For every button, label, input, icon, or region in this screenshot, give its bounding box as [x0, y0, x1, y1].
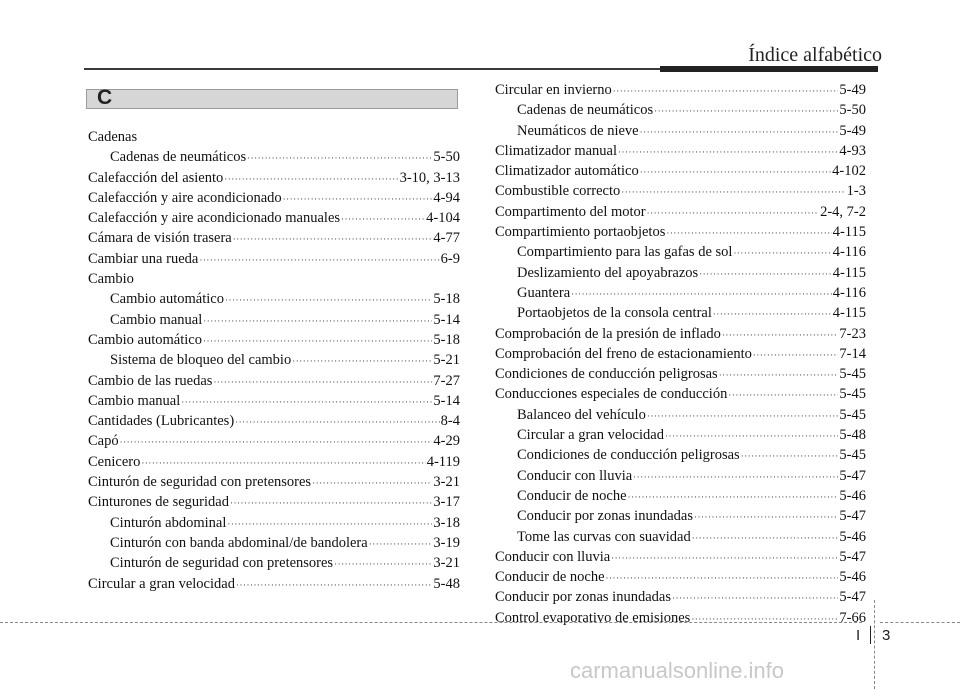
entry-term: Cinturones de seguridad: [88, 494, 229, 511]
entry-page-ref: 4-29: [433, 433, 460, 450]
dot-leader: [141, 453, 425, 473]
entry-term: Calefacción y aire acondicionado manuales: [88, 210, 341, 227]
index-entry: [495, 181, 866, 201]
entry-page-ref: 5-18: [433, 291, 460, 308]
dot-leader: [640, 162, 831, 182]
dot-leader: [672, 588, 838, 608]
entry-term: Conducir con lluvia: [517, 467, 633, 484]
index-entry: [495, 141, 866, 161]
entry-page-ref: 5-50: [433, 149, 460, 166]
entry-term: Cadenas de neumáticos: [110, 149, 247, 166]
entry-page-ref: 4-104: [426, 210, 460, 227]
dot-leader: [722, 325, 839, 345]
entry-page-ref: 4-102: [832, 163, 866, 180]
entry-page-ref: 5-45: [839, 406, 866, 423]
dot-leader: [713, 304, 832, 324]
entry-term: Cambio automático: [110, 291, 224, 308]
entry-page-ref: 8-4: [440, 413, 460, 430]
entry-page-ref: 7-23: [839, 325, 866, 342]
index-entry: [88, 269, 460, 289]
entry-page-ref: 4-93: [839, 142, 866, 159]
entry-term: Sistema de bloqueo del cambio: [110, 352, 292, 369]
dot-leader: [640, 122, 839, 142]
entry-term: Cinturón de seguridad con pretensores: [88, 474, 312, 491]
header-rule: [84, 68, 660, 70]
entry-term: Tome las curvas con suavidad: [517, 528, 691, 545]
entry-term: Climatizador manual: [495, 142, 618, 159]
dot-leader: [247, 148, 432, 168]
index-subentry: [495, 242, 866, 262]
entry-page-ref: 4-115: [832, 305, 866, 322]
dot-leader: [224, 169, 398, 189]
index-entry: [495, 202, 866, 222]
dot-leader: [694, 507, 838, 527]
entry-term: Compartimiento para las gafas de sol: [517, 244, 733, 261]
dot-leader: [741, 446, 839, 466]
entry-term: Guantera: [517, 284, 571, 301]
index-subentry: [495, 466, 866, 486]
index-subentry: [88, 310, 460, 330]
entry-page-ref: 2-4, 7-2: [820, 203, 866, 220]
entry-page-ref: 5-47: [839, 589, 866, 606]
index-entry: [88, 452, 460, 472]
entry-page-ref: 3-17: [433, 494, 460, 511]
dot-leader: [699, 264, 832, 284]
footer-separator: [870, 626, 871, 644]
dot-leader: [691, 609, 838, 629]
index-column-right: [495, 80, 866, 628]
dot-leader: [621, 182, 845, 202]
entry-page-ref: 5-46: [839, 569, 866, 586]
index-entry: [495, 222, 866, 242]
entry-term: Cantidades (Lubricantes): [88, 413, 235, 430]
entry-term: Circular a gran velocidad: [517, 427, 664, 444]
index-entry: [88, 574, 460, 594]
entry-page-ref: 5-45: [839, 366, 866, 383]
entry-page-ref: 5-45: [839, 447, 866, 464]
entry-page-ref: 7-66: [839, 609, 866, 626]
entry-page-ref: 3-19: [433, 534, 460, 551]
entry-term: Cambio de las ruedas: [88, 372, 213, 389]
entry-term: Calefacción y aire acondicionado: [88, 189, 282, 206]
dot-leader: [611, 548, 838, 568]
entry-page-ref: 5-49: [839, 122, 866, 139]
dot-leader: [606, 568, 839, 588]
entry-term: Cambio manual: [88, 392, 181, 409]
dot-leader: [312, 473, 432, 493]
entry-term: Cinturón abdominal: [110, 514, 227, 531]
index-entry: [88, 188, 460, 208]
index-subentry: [495, 405, 866, 425]
entry-page-ref: 6-9: [440, 250, 460, 267]
dot-leader: [233, 229, 433, 249]
footer-rule: [0, 622, 862, 623]
index-entry: [88, 431, 460, 451]
index-entry: [495, 344, 866, 364]
entry-term: Deslizamiento del apoyabrazos: [517, 264, 699, 281]
dot-leader: [227, 514, 432, 534]
dot-leader: [613, 81, 839, 101]
index-entry: [88, 472, 460, 492]
entry-term: Conducir con lluvia: [495, 548, 611, 565]
entry-page-ref: 4-115: [832, 264, 866, 281]
entry-page-ref: 5-14: [433, 392, 460, 409]
dot-leader: [283, 189, 433, 209]
dot-leader: [235, 412, 440, 432]
entry-page-ref: 5-47: [839, 548, 866, 565]
index-entry: [88, 168, 460, 188]
dot-leader: [225, 290, 432, 310]
entry-term: Condiciones de conducción peligrosas: [495, 366, 718, 383]
entry-term: Balanceo del vehículo: [517, 406, 646, 423]
footer-page-number: 3: [882, 627, 891, 644]
entry-page-ref: 5-45: [839, 386, 866, 403]
index-entry: [495, 608, 866, 628]
dot-leader: [213, 372, 432, 392]
entry-term: Conducciones especiales de conducción: [495, 386, 728, 403]
index-column-left: [88, 127, 460, 594]
index-entry: [88, 492, 460, 512]
dot-leader: [719, 365, 839, 385]
index-entry: [495, 587, 866, 607]
index-entry: [88, 391, 460, 411]
entry-page-ref: 3-21: [433, 555, 460, 572]
entry-term: Compartimiento portaobjetos: [495, 224, 666, 241]
index-subentry: [88, 553, 460, 573]
dot-leader: [236, 575, 432, 595]
dot-leader: [753, 345, 839, 365]
index-subentry: [495, 283, 866, 303]
dot-leader: [369, 534, 433, 554]
entry-term: Circular a gran velocidad: [88, 575, 235, 592]
index-subentry: [495, 425, 866, 445]
dot-leader: [666, 223, 831, 243]
section-heading-box: [86, 86, 458, 109]
index-subentry: [88, 289, 460, 309]
entry-page-ref: 5-14: [433, 311, 460, 328]
entry-term: Control evaporativo de emisiones: [495, 609, 691, 626]
entry-page-ref: 3-10, 3-13: [399, 169, 460, 186]
index-entry: [88, 330, 460, 350]
dot-leader: [571, 284, 832, 304]
entry-term: Conducir por zonas inundadas: [517, 508, 693, 525]
entry-term: Cadenas: [88, 129, 138, 145]
entry-term: Cadenas de neumáticos: [517, 102, 654, 119]
index-entry: [88, 127, 460, 147]
dot-leader: [203, 331, 432, 351]
watermark-text: carmanualsonline.info: [570, 658, 785, 683]
entry-page-ref: 4-77: [433, 230, 460, 247]
dot-leader: [665, 426, 838, 446]
entry-term: Conducir de noche: [517, 487, 627, 504]
section-letter: C: [97, 86, 113, 109]
entry-page-ref: 5-18: [433, 331, 460, 348]
index-entry: [495, 364, 866, 384]
index-subentry: [495, 303, 866, 323]
entry-page-ref: 4-116: [832, 244, 866, 261]
entry-page-ref: 5-49: [839, 82, 866, 98]
entry-page-ref: 5-50: [839, 102, 866, 119]
dot-leader: [692, 528, 839, 548]
dot-leader: [618, 142, 838, 162]
entry-page-ref: 7-27: [433, 372, 460, 389]
dot-leader: [647, 406, 839, 426]
index-entry: [495, 547, 866, 567]
footer-rule-right: [880, 622, 960, 623]
index-entry: [495, 567, 866, 587]
index-entry: [88, 208, 460, 228]
entry-page-ref: 4-116: [832, 284, 866, 301]
entry-term: Compartimento del motor: [495, 203, 646, 220]
dot-leader: [633, 467, 838, 487]
index-entry: [495, 161, 866, 181]
entry-term: Cambiar una rueda: [88, 250, 199, 267]
entry-term: Cinturón con banda abdominal/de bandolera: [110, 534, 368, 551]
index-subentry: [88, 147, 460, 167]
entry-term: Portaobjetos de la consola central: [517, 305, 712, 322]
entry-term: Cinturón de seguridad con pretensores: [110, 555, 334, 572]
entry-term: Cambio automático: [88, 331, 202, 348]
footer-section-letter: I: [856, 627, 861, 644]
entry-term: Conducir por zonas inundadas: [495, 589, 671, 606]
index-subentry: [88, 513, 460, 533]
dot-leader: [334, 554, 432, 574]
dot-leader: [647, 203, 819, 223]
entry-term: Neumáticos de nieve: [517, 122, 639, 139]
header-bar: [660, 66, 878, 72]
entry-term: Combustible correcto: [495, 183, 621, 200]
index-subentry: [495, 486, 866, 506]
index-entry: [495, 80, 866, 100]
entry-term: Climatizador automático: [495, 163, 639, 180]
entry-page-ref: 7-14: [839, 345, 866, 362]
dot-leader: [733, 243, 831, 263]
entry-term: Calefacción del asiento: [88, 169, 224, 186]
index-entry: [88, 411, 460, 431]
entry-term: Cenicero: [88, 453, 141, 470]
entry-page-ref: 5-48: [433, 575, 460, 592]
index-subentry: [495, 527, 866, 547]
entry-page-ref: 4-115: [832, 224, 866, 241]
entry-term: Comprobación del freno de estacionamiento: [495, 345, 752, 362]
dot-leader: [628, 487, 839, 507]
dot-leader: [341, 209, 425, 229]
index-subentry: [495, 263, 866, 283]
index-entry: [88, 371, 460, 391]
dot-leader: [199, 250, 439, 270]
entry-term: Comprobación de la presión de inflado: [495, 325, 721, 342]
index-subentry: [495, 506, 866, 526]
index-subentry: [495, 121, 866, 141]
dot-leader: [203, 311, 432, 331]
entry-page-ref: 5-46: [839, 528, 866, 545]
page-header-title: Índice alfabético: [748, 44, 882, 66]
dot-leader: [120, 432, 433, 452]
footer-crop-line: [874, 600, 875, 689]
index-subentry: [88, 533, 460, 553]
entry-term: Cambio manual: [110, 311, 203, 328]
index-subentry: [495, 100, 866, 120]
entry-page-ref: 5-47: [839, 508, 866, 525]
entry-page-ref: 5-47: [839, 467, 866, 484]
entry-term: Circular en invierno: [495, 82, 612, 98]
entry-page-ref: 4-94: [433, 189, 460, 206]
entry-term: Cambio: [88, 271, 134, 288]
dot-leader: [292, 351, 432, 371]
entry-page-ref: 5-21: [433, 352, 460, 369]
entry-page-ref: 3-21: [433, 474, 460, 491]
dot-leader: [728, 385, 838, 405]
index-entry: [88, 228, 460, 248]
entry-term: Cámara de visión trasera: [88, 230, 232, 247]
entry-term: Condiciones de conducción peligrosas: [517, 447, 740, 464]
dot-leader: [654, 101, 838, 121]
entry-page-ref: 5-48: [839, 427, 866, 444]
index-entry: [495, 324, 866, 344]
dot-leader: [230, 493, 432, 513]
entry-page-ref: 3-18: [433, 514, 460, 531]
entry-page-ref: 4-119: [426, 453, 460, 470]
entry-page-ref: 5-46: [839, 487, 866, 504]
entry-term: Capó: [88, 433, 119, 450]
index-entry: [88, 249, 460, 269]
index-entry: [495, 384, 866, 404]
entry-term: Conducir de noche: [495, 569, 605, 586]
dot-leader: [181, 392, 432, 412]
index-subentry: [495, 445, 866, 465]
index-subentry: [88, 350, 460, 370]
entry-page-ref: 1-3: [846, 183, 866, 200]
